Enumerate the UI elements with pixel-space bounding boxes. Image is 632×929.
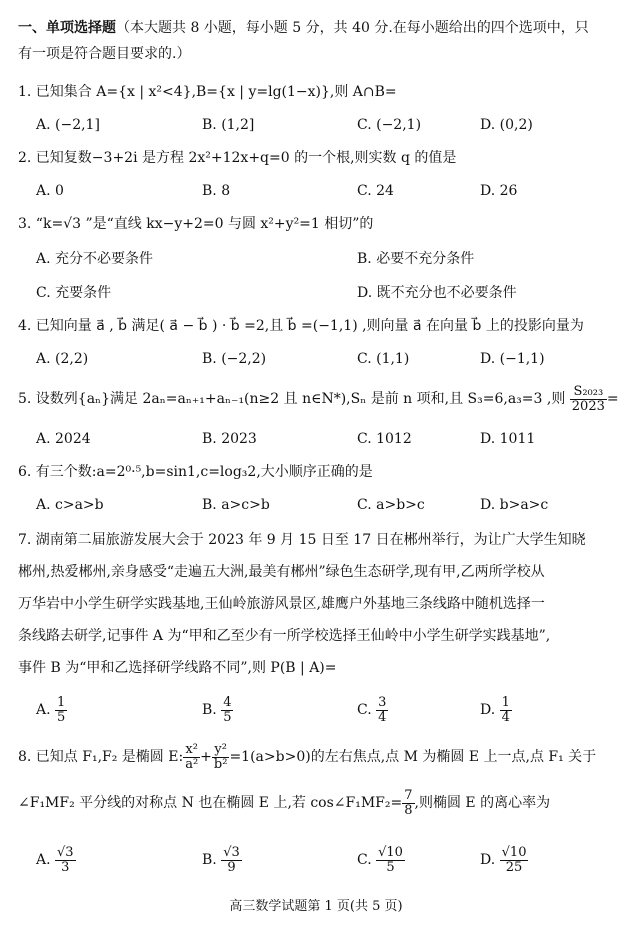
q8-b-label: B. xyxy=(202,852,217,868)
q2-option-b: B. 8 xyxy=(202,183,231,199)
q8-option-c xyxy=(357,838,405,882)
q8-c-den: 5 xyxy=(386,859,395,875)
section-intro-cont: 有一项是符合题目要求的.） xyxy=(18,46,191,62)
q2-option-c: C. 24 xyxy=(357,183,394,199)
q8-c-frac xyxy=(376,846,405,875)
q7-a-den: 5 xyxy=(57,709,66,725)
q8-option-a xyxy=(36,838,76,882)
q8-a-label: A. xyxy=(36,852,51,868)
section-header xyxy=(18,18,622,38)
q8-cos-num: 7 xyxy=(404,787,413,803)
question-7-options xyxy=(36,690,622,730)
q7-a-frac xyxy=(55,696,67,725)
q8-d-label: D. xyxy=(480,852,496,868)
q8-cos-frac xyxy=(402,789,414,818)
q8-option-b xyxy=(202,838,242,882)
q7-a-label: A. xyxy=(36,702,51,718)
question-7-line-2: 郴州,热爱郴州,亲身感受“走遍五大洲,最美有郴州”绿色生态研学,现有甲,乙两所学校从 xyxy=(18,564,545,580)
q8-a-frac xyxy=(55,846,76,875)
q8-y-num: y² xyxy=(212,743,230,758)
q1-option-d: D. (0,2) xyxy=(480,117,533,133)
question-3-options-row2 xyxy=(36,282,622,304)
q4-option-c: C. (1,1) xyxy=(357,351,410,367)
q7-a-num: 1 xyxy=(57,694,66,710)
q7-b-den: 5 xyxy=(223,709,232,725)
q6-option-c: C. a>b>c xyxy=(357,497,425,513)
q8-b-frac xyxy=(221,846,242,875)
q8-x-frac xyxy=(183,743,200,772)
section-title: 一、单项选择题 xyxy=(18,20,116,36)
q4-option-d: D. (−1,1) xyxy=(480,351,545,367)
q7-c-den: 4 xyxy=(378,709,387,725)
question-7-line-4: 条线路去研学,记事件 A 为“甲和乙至少有一所学校选择王仙岭中小学生研学实践基地”, xyxy=(18,628,551,644)
q5-option-d: D. 1011 xyxy=(480,431,536,447)
question-2-stem: 2. 已知复数−3+2i 是方程 2x²+12x+q=0 的一个根,则实数 q 的值是 xyxy=(18,150,457,166)
question-1-options xyxy=(36,114,622,136)
q5-option-b: B. 2023 xyxy=(202,431,257,447)
q4-option-a: A. (2,2) xyxy=(36,351,89,367)
question-8-options xyxy=(36,838,622,882)
question-6-options xyxy=(36,494,622,516)
q8-x-den: a² xyxy=(185,756,199,772)
q1-option-b: B. (1,2] xyxy=(202,117,255,133)
q3-option-d: D. 既不充分也不必要条件 xyxy=(357,285,517,301)
question-2-options xyxy=(36,180,622,202)
question-8-line-2 xyxy=(18,786,622,820)
q3-option-c: C. 充要条件 xyxy=(36,285,112,301)
q5-tail: = xyxy=(606,391,619,407)
q8-line2-a: ∠F₁MF₂ 平分线的对称点 N 也在椭圆 E 上,若 cos∠F₁MF₂= xyxy=(18,795,403,811)
q7-c-num: 3 xyxy=(378,694,387,710)
q7-d-den: 4 xyxy=(501,709,510,725)
question-8-line-1: 8. 已知点 F₁,F₂ 是椭圆 E: $\frac{\text{x²}}{\text{a²}}$ + $\frac{\text{y²}}{\text{b²}}$ =1(a>b>0)的左右焦点,点 M 为椭圆 E 上一点,点 F₁ 关于 xyxy=(18,741,597,772)
q7-d-frac xyxy=(500,696,512,725)
q7-option-a xyxy=(36,690,67,730)
section-intro: （本大题共 8 小题，每小题 5 分，共 40 分.在每小题给出的四个选项中，只 xyxy=(116,20,589,36)
question-4-stem: 4. 已知向量 a⃗ , b⃗ 满足( a⃗ − b⃗ ) · b⃗ =2,且 b⃗ =(−1,1) ,则向量 a⃗ 在向量 b⃗ 上的投影向量为 xyxy=(18,318,584,334)
q7-b-num: 4 xyxy=(223,694,232,710)
q8-d-den: 25 xyxy=(505,859,523,875)
q2-option-a: A. 0 xyxy=(36,183,64,199)
q8-line1-a: 8. 已知点 F₁,F₂ 是椭圆 E: xyxy=(18,749,184,765)
question-3-stem: 3. “k=√3 ”是“直线 kx−y+2=0 与圆 x²+y²=1 相切”的 xyxy=(18,216,374,232)
q8-line1-b: =1(a>b>0)的左右焦点,点 M 为椭圆 E 上一点,点 F₁ 关于 xyxy=(229,749,597,765)
q5-option-c: C. 1012 xyxy=(357,431,412,447)
q8-line2-b: ,则椭圆 E 的离心率为 xyxy=(414,795,551,811)
q8-option-d xyxy=(480,838,528,882)
q4-option-b: B. (−2,2) xyxy=(202,351,267,367)
q6-option-d: D. b>a>c xyxy=(480,497,549,513)
q6-option-b: B. a>c>b xyxy=(202,497,270,513)
q7-b-frac xyxy=(221,696,233,725)
q3-option-a: A. 充分不必要条件 xyxy=(36,251,154,267)
question-7-line-1: 7. 湖南第二届旅游发展大会于 2023 年 9 月 15 日至 17 日在郴州举行，为让广大学生知晓 xyxy=(18,532,586,548)
q6-option-a: A. c>a>b xyxy=(36,497,104,513)
q5-frac-den: 2023 xyxy=(571,398,605,414)
q1-option-c: C. (−2,1) xyxy=(357,117,422,133)
q7-option-b xyxy=(202,690,233,730)
q8-a-num: √3 xyxy=(57,844,74,860)
q3-option-b: B. 必要不充分条件 xyxy=(357,251,475,267)
q8-d-num: √10 xyxy=(501,844,527,860)
question-3-options-row1 xyxy=(36,248,622,270)
question-6-stem: 6. 有三个数:a=2⁰·⁵,b=sin1,c=log₃2,大小顺序正确的是 xyxy=(18,464,373,480)
q7-b-label: B. xyxy=(202,702,217,718)
q7-c-label: C. xyxy=(357,702,372,718)
q8-y-frac xyxy=(212,743,230,772)
q8-b-num: √3 xyxy=(223,844,240,860)
q8-y-den: b² xyxy=(213,756,228,772)
q8-d-frac xyxy=(500,846,529,875)
question-5-options xyxy=(36,428,622,450)
question-7-line-3: 万华岩中小学生研学实践基地,王仙岭旅游风景区,雄鹰户外基地三条线路中随机选择一 xyxy=(18,596,545,612)
q2-option-d: D. 26 xyxy=(480,183,518,199)
question-7-line-5: 事件 B 为“甲和乙选择研学线路不同”,则 P(B | A)= xyxy=(18,660,337,676)
q7-option-d xyxy=(480,690,512,730)
q5-frac-num: S₂₀₂₃ xyxy=(570,385,607,400)
q8-cos-den: 8 xyxy=(404,802,413,818)
q8-c-label: C. xyxy=(357,852,372,868)
question-5-stem xyxy=(18,384,622,414)
q8-b-den: 9 xyxy=(227,859,236,875)
question-4-options xyxy=(36,348,622,370)
q1-option-a: A. (−2,1] xyxy=(36,117,100,133)
q5-option-a: A. 2024 xyxy=(36,431,91,447)
question-1-stem: 1. 已知集合 A={x | x²<4},B={x | y=lg(1−x)},则 A∩B= xyxy=(18,84,397,100)
q8-c-num: √10 xyxy=(378,844,403,860)
q5-stem-text: 5. 设数列{aₙ}满足 2aₙ=aₙ₊₁+aₙ₋₁(n≥2 且 n∈N*),Sₙ 是前 n 项和,且 S₃=6,a₃=3 ,则 xyxy=(18,391,566,407)
q7-d-num: 1 xyxy=(501,694,510,710)
q8-a-den: 3 xyxy=(61,859,70,875)
q7-d-label: D. xyxy=(480,702,496,718)
q5-fraction xyxy=(570,385,607,414)
q7-option-c xyxy=(357,690,388,730)
q7-c-frac xyxy=(376,696,388,725)
q8-x-num: x² xyxy=(183,743,200,758)
page-footer: 高三数学试题第 1 页(共 5 页) xyxy=(229,899,403,914)
